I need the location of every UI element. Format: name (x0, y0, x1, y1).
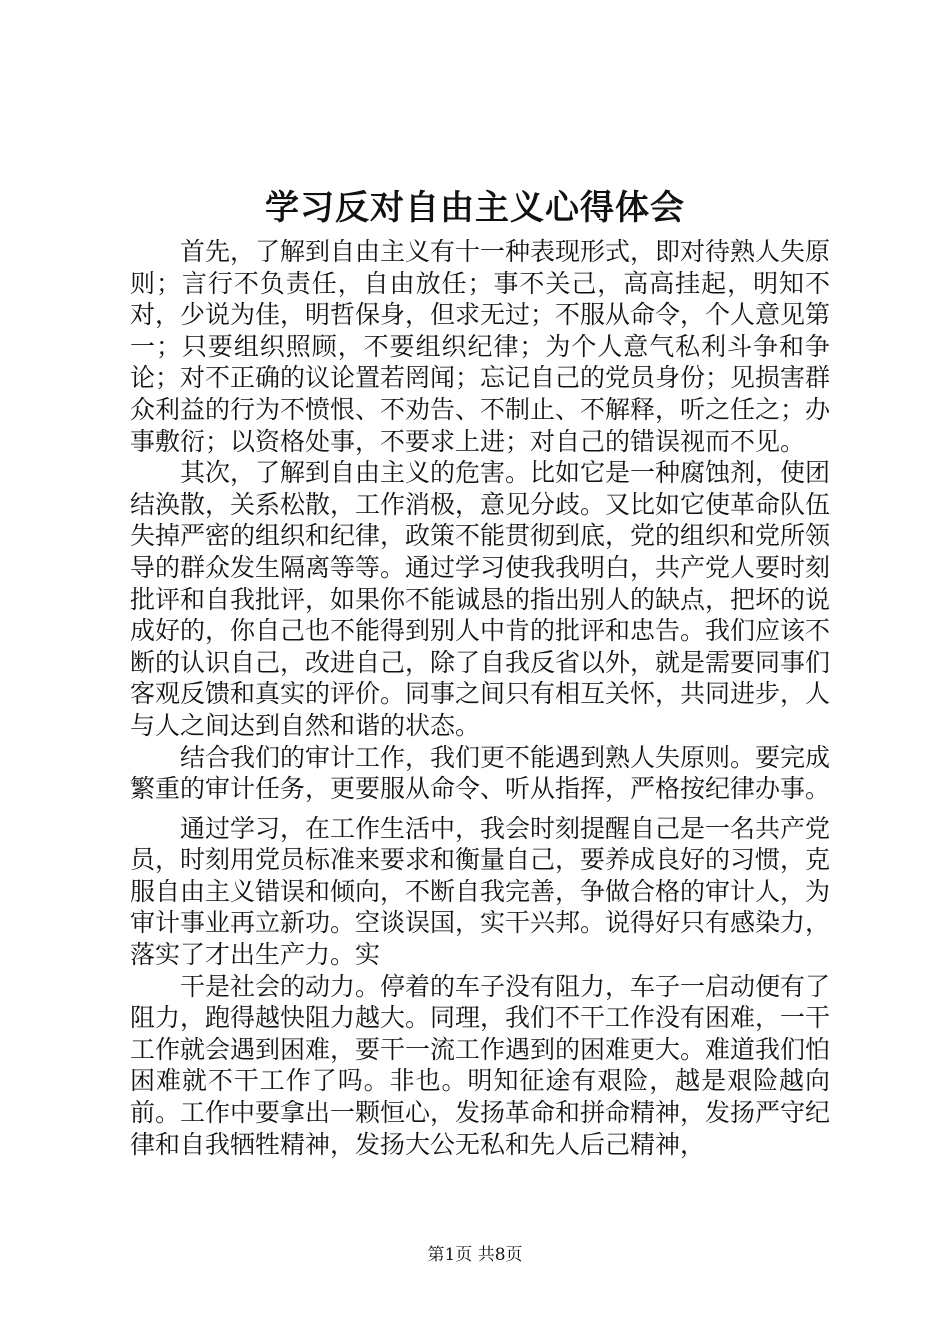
paragraph-1: 首先，了解到自由主义有十一种表现形式，即对待熟人失原则；言行不负责任，自由放任；事不关己，高高挂起，明知不对，少说为佳，明哲保身，但求无过；不服从命令，个人意见第一；只要组织照顾，不要组织纪律；为个人意气私利斗争和争论；对不正确的议论置若罔闻；忘记自己的党员身份；见损害群众利益的行为不愤恨、不劝告、不制止、不解释，听之任之；办事敷衍；以资格处事，不要求上进；对自己的错误视而不见。 (130, 237, 831, 456)
paragraph-5: 干是社会的动力。停着的车子没有阻力，车子一启动便有了阻力，跑得越快阻力越大。同理，我们不干工作没有困难，一干工作就会遇到困难，要干一流工作遇到的困难更大。难道我们怕困难就不干工作了吗。非也。明知征途有艰险，越是艰险越向前。工作中要拿出一颗恒心，发扬革命和拼命精神，发扬严守纪律和自我牺牲精神，发扬大公无私和先人后己精神， (130, 971, 831, 1159)
paragraph-3: 结合我们的审计工作，我们更不能遇到熟人失原则。要完成繁重的审计任务，更要服从命令、听从指挥，严格按纪律办事。 (130, 742, 831, 804)
page-number-footer: 第1页 共8页 (427, 1245, 523, 1265)
paragraph-2: 其次，了解到自由主义的危害。比如它是一种腐蚀剂，使团结涣散，关系松散，工作消极，意见分歧。又比如它使革命队伍失掉严密的组织和纪律，政策不能贯彻到底，党的组织和党所领导的群众发生隔离等等。通过学习使我我明白，共产党人要时刻批评和自我批评，如果你不能诚恳的指出别人的缺点，把坏的说成好的，你自己也不能得到别人中肯的批评和忠告。我们应该不断的认识自己，改进自己，除了自我反省以外，就是需要同事们客观反馈和真实的评价。同事之间只有相互关怀，共同进步，人与人之间达到自然和谐的状态。 (130, 458, 831, 740)
paragraph-4: 通过学习，在工作生活中，我会时刻提醒自己是一名共产党员，时刻用党员标准来要求和衡量自己，要养成良好的习惯，克服自由主义错误和倾向，不断自我完善，争做合格的审计人，为审计事业再立新功。空谈误国，实干兴邦。说得好只有感染力，落实了才出生产力。实 (130, 813, 831, 970)
page-title: 学习反对自由主义心得体会 (265, 188, 685, 228)
document-body (130, 236, 830, 1160)
